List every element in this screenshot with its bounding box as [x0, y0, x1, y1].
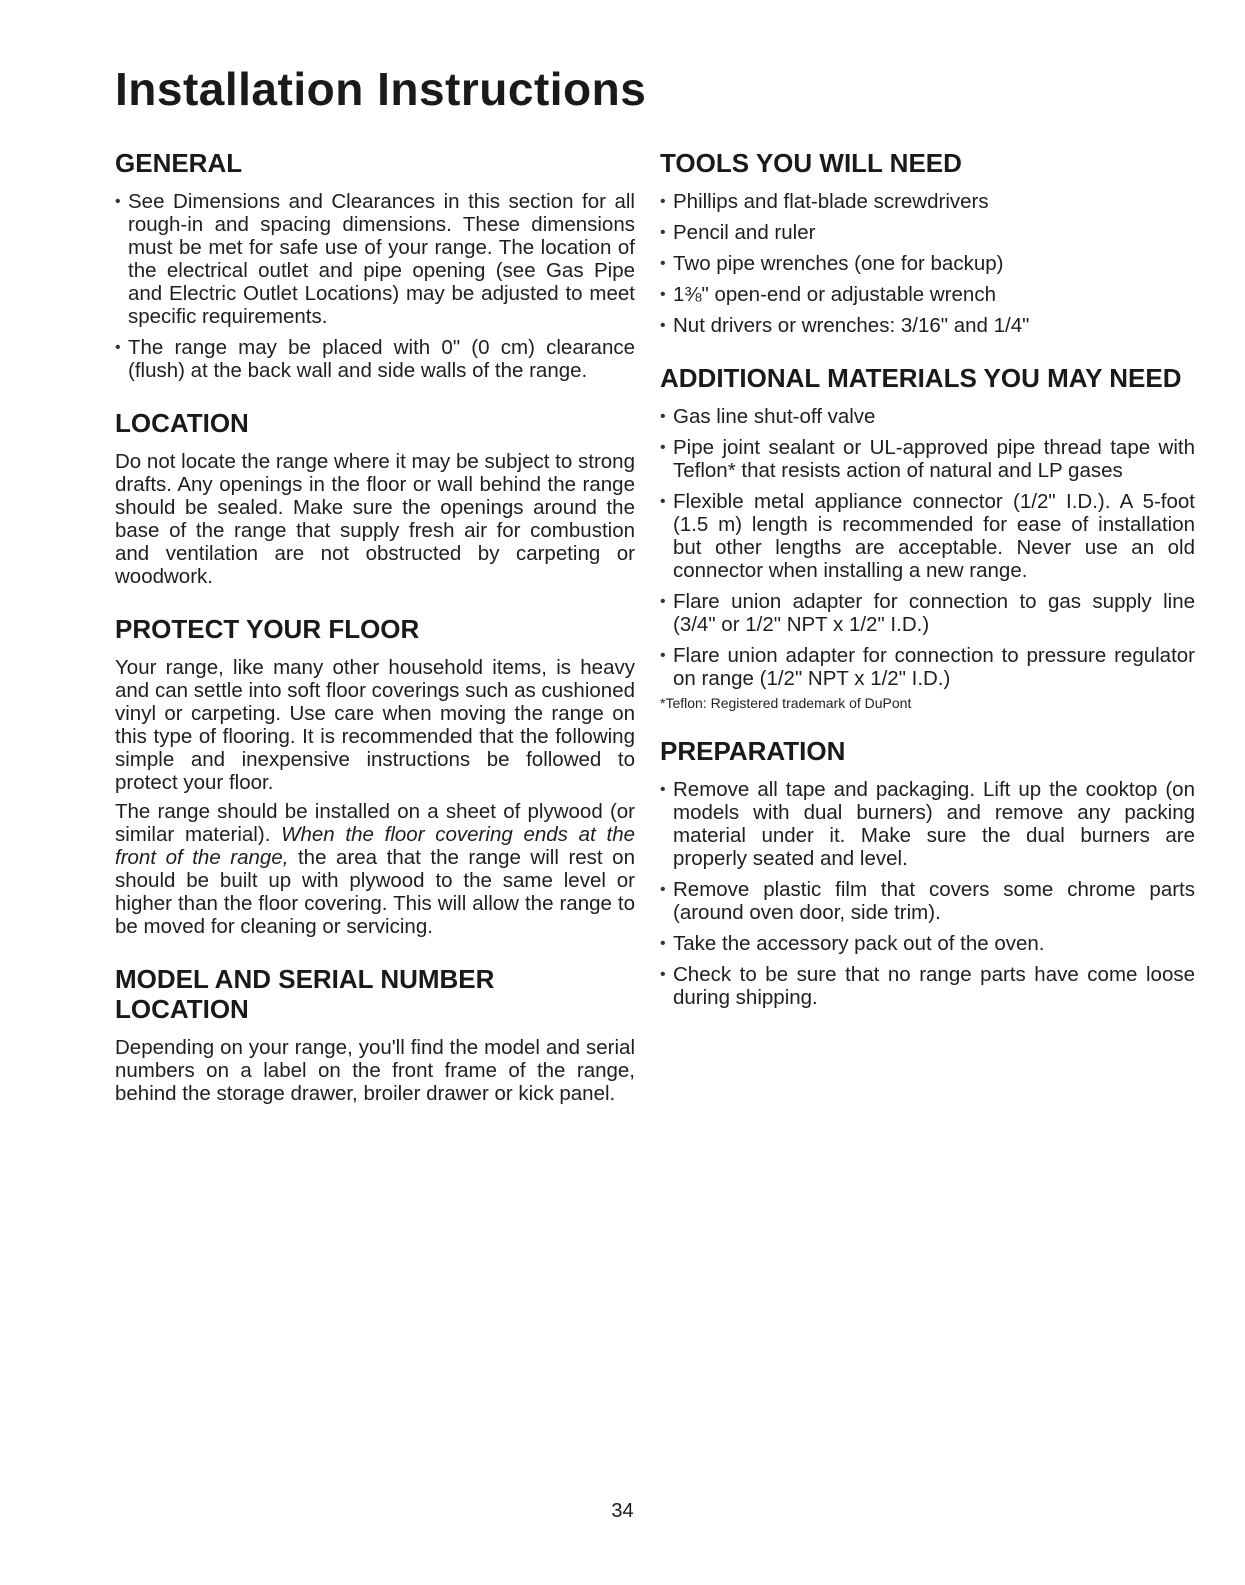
- list-item: • Pipe joint sealant or UL-approved pipe thread tape with Teflon* that resists action of natural and LP gases: [660, 436, 1195, 482]
- materials-list: [660, 405, 1195, 690]
- teflon-footnote: *Teflon: Registered trademark of DuPont: [660, 695, 912, 711]
- tools-heading: TOOLS YOU WILL NEED: [660, 148, 962, 178]
- list-item: • Two pipe wrenches (one for backup): [660, 252, 1195, 275]
- location-text: Do not locate the range where it may be subject to strong drafts. Any openings in the floor or wall behind the range should be sealed. Make sure the openings around the base of the range that supply fresh air for combustion and ventilation are not obstructed by carpeting or woodwork.: [115, 450, 635, 588]
- protect-floor-heading: PROTECT YOUR FLOOR: [115, 614, 420, 644]
- paragraph-text: the area that the range will rest on should be built up with plywood to the same level or higher than the floor covering. This will allow the range to be moved for cleaning or servicing.: [115, 846, 635, 938]
- location-heading: LOCATION: [115, 408, 249, 438]
- paragraph-text: The range should be installed on a sheet of plywood (or similar material).: [115, 800, 635, 846]
- model-serial-heading: MODEL AND SERIAL NUMBER LOCATION: [115, 964, 495, 1024]
- left-column: [115, 148, 635, 1131]
- list-item: • See Dimensions and Clearances in this section for all rough-in and spacing dimensions. These dimensions must be met for safe use of your range. The location of the electrical outlet and pipe opening (see Gas Pipe and Electric Outlet Locations) may be adjusted to meet specific requirements.: [115, 190, 635, 328]
- materials-heading: ADDITIONAL MATERIALS YOU MAY NEED: [660, 363, 1182, 393]
- materials-section: [660, 363, 1195, 712]
- preparation-list: [660, 778, 1195, 1009]
- list-item: • Nut drivers or wrenches: 3/16" and 1/4": [660, 314, 1195, 337]
- preparation-section: [660, 736, 1195, 1009]
- list-item: • 1⅜" open-end or adjustable wrench: [660, 283, 1195, 306]
- model-serial-text: Depending on your range, you'll find the model and serial numbers on a label on the front frame of the range, behind the storage drawer, broiler drawer or kick panel.: [115, 1036, 635, 1105]
- list-item: • Remove plastic film that covers some chrome parts (around oven door, side trim).: [660, 878, 1195, 924]
- list-item: • Pencil and ruler: [660, 221, 1195, 244]
- general-list: [115, 190, 635, 382]
- italic-emphasis: When the floor covering ends at the front of the range,: [115, 823, 635, 869]
- preparation-heading: PREPARATION: [660, 736, 846, 766]
- list-item: • Phillips and flat-blade screwdrivers: [660, 190, 1195, 213]
- list-item: • Flexible metal appliance connector (1/2" I.D.). A 5-foot (1.5 m) length is recommended for ease of installation but other lengths are acceptable. Never use an old connector when installing a new range.: [660, 490, 1195, 582]
- general-heading: GENERAL: [115, 148, 243, 178]
- location-section: [115, 408, 635, 588]
- list-item: • Check to be sure that no range parts have come loose during shipping.: [660, 963, 1195, 1009]
- page-title: Installation Instructions: [115, 63, 647, 115]
- tools-list: [660, 190, 1195, 337]
- list-item: • The range may be placed with 0" (0 cm) clearance (flush) at the back wall and side walls of the range.: [115, 336, 635, 382]
- protect-floor-paragraph-1: Your range, like many other household items, is heavy and can settle into soft floor coverings such as cushioned vinyl or carpeting. Use care when moving the range on this type of flooring. It is recommended that the following simple and inexpensive instructions be followed to protect your floor.: [115, 656, 635, 794]
- list-item: • Gas line shut-off valve: [660, 405, 1195, 428]
- list-item: • Remove all tape and packaging. Lift up the cooktop (on models with dual burners) and remove any packing material under it. Make sure the dual burners are properly seated and level.: [660, 778, 1195, 870]
- general-section: [115, 148, 635, 382]
- list-item: • Flare union adapter for connection to pressure regulator on range (1/2" NPT x 1/2" I.D.): [660, 644, 1195, 690]
- list-item: • Flare union adapter for connection to gas supply line (3/4" or 1/2" NPT x 1/2" I.D.): [660, 590, 1195, 636]
- model-serial-section: [115, 964, 635, 1105]
- page-number: 34: [611, 1500, 634, 1522]
- protect-floor-section: [115, 614, 635, 938]
- list-item: • Take the accessory pack out of the oven.: [660, 932, 1195, 955]
- right-column: [660, 148, 1195, 1035]
- protect-floor-paragraph-2: [115, 800, 635, 938]
- tools-section: [660, 148, 1195, 337]
